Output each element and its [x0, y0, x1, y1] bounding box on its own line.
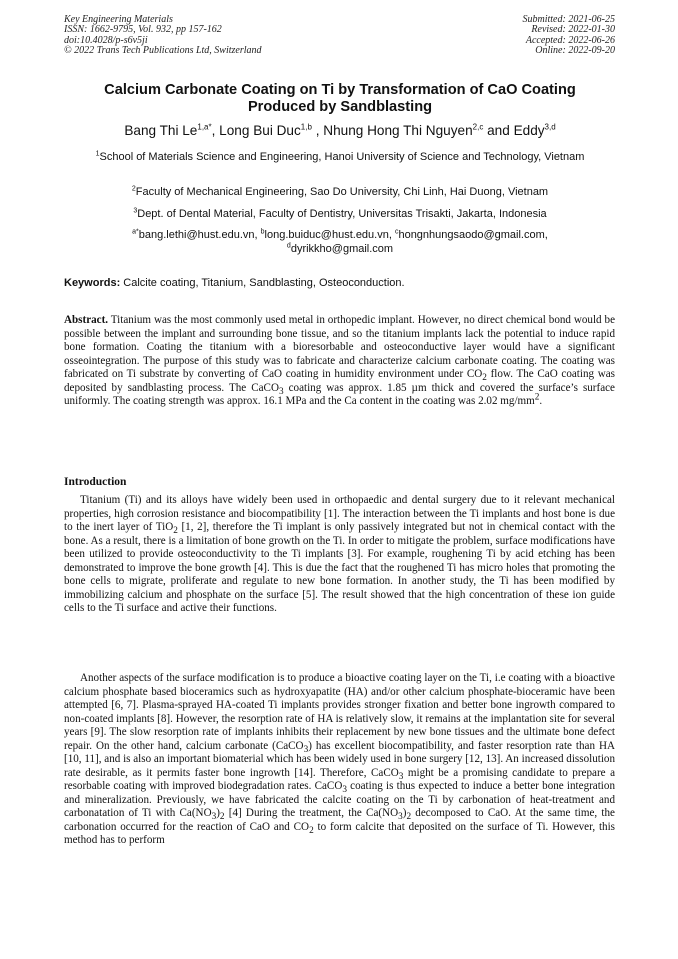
paragraph-text: coating is thus expected to induce a better bone integration and mineralization. Previously, we have fabricated the calcite coating on the Ti by carbonation of heat-treatment and carbonatation of Ti with Ca(NO [64, 780, 615, 819]
paragraph-text: ) [402, 807, 407, 819]
journal-name: Key Engineering Materials [64, 14, 173, 25]
subscript: 3 [342, 785, 347, 796]
paragraph-text: might be a promising candidate to prepare a resorbable coating with improved biodegradation rates. CaCO [64, 766, 615, 792]
copyright: © 2022 Trans Tech Publications Ltd, Switzerland [64, 45, 262, 57]
paragraph-text: to form calcite that deposited on the surface of Ti. However, this method has to perform [64, 820, 615, 846]
dates-header [523, 15, 616, 57]
affiliation-3 [64, 207, 616, 221]
keywords-label: Keywords: [64, 277, 121, 289]
email-mark: d [286, 242, 291, 250]
subscript: 3 [303, 744, 309, 755]
submitted-date: Submitted: 2021-06-25 [522, 14, 615, 25]
abstract [64, 314, 615, 409]
accepted-date: Accepted: 2022-06-26 [525, 34, 615, 46]
abstract-text: . [539, 395, 543, 408]
paragraph-text: ) has excellent biocompatibility, and faster resorption rate than HA [10, 11], and is also an important biomaterial which has been widely used in bone surgery [12, 13]. An increased dissolution rate desirable, as it permits faster bone ingrowth [14]. Therefore, CaCO [64, 739, 616, 779]
email-mark: b [260, 228, 265, 236]
author-affil-mark: 1,a* [197, 122, 212, 132]
author-name: Bang Thi Le [124, 123, 198, 138]
abstract-text: flow. The CaO coating was deposited by sandblasting process. The CaCO [64, 368, 615, 394]
section-heading-introduction: Introduction [64, 476, 127, 488]
author-affil-mark: 3,d [544, 122, 556, 132]
issn: ISSN: 1662-9795, Vol. 932, pp 157-162 [64, 24, 222, 36]
journal-header [64, 15, 262, 57]
intro-paragraph-2 [64, 672, 615, 848]
paragraph-text: [4] During the treatment, the Ca(NO [224, 807, 399, 819]
title-line-1: Calcium Carbonate Coating on Ti by Transformation of CaO Coating [104, 82, 576, 98]
intro-paragraph-1 [64, 494, 615, 616]
subscript: 2 [173, 526, 178, 537]
abstract-text: coating was approx. 1.85 µm thick and covered the surface’s surface uniformly. The coating strength was approx. 16.1 MPa and the Ca content in the coating was 2.02 mg/mm [64, 381, 615, 408]
affiliation-text: School of Materials Science and Engineering, Hanoi University of Science and Technology, Vietnam [99, 151, 585, 163]
subscript: 3 [398, 812, 403, 823]
paragraph-text: Titanium (Ti) and its alloys have widely been used in orthopaedic and dental surgery due to it relevant mechanical properties, high corrosion resistance and biocompatibility [1]. The interaction between the Ti implants and host bone is due to the inert layer of TiO [64, 494, 615, 533]
email-address[interactable]: long.buiduc@hust.edu.vn, [264, 229, 395, 241]
revised-date: Revised: 2022-01-30 [531, 24, 615, 36]
subscript: 2 [219, 812, 225, 823]
author-name: Nhung Hong Thi Nguyen [323, 123, 473, 138]
paragraph-text: decomposed to CaO. At the same time, the carbonation occurred for the reaction of CaO and CO [64, 807, 615, 833]
author-name: Long Bui Duc [219, 123, 301, 138]
paragraph-text: ) [216, 807, 220, 819]
author-affil-mark: 2,c [472, 122, 484, 132]
paper-title [60, 82, 620, 116]
email-mark: c [394, 228, 399, 236]
subscript: 3 [211, 812, 217, 823]
author-separator: , [311, 123, 324, 138]
affiliation-number: 2 [131, 185, 136, 193]
paragraph-text: [1, 2], therefore the Ti implant is only passively integrated but not in chemical contact with the bone. As a result, there is a limitation of bone growth on the Ti. In order to mitigate the problem, surface modifications have been utilized to provide osteoconductivity to the Ti implants [3]. For example, roughening Ti by acid etching has been demonstrated to improve the bone growth [4]. This is due the fact that the roughened Ti has micro holes that promoting the bone cells to migrate, proliferate and regulate to new bone formation. In another study, the Ti has been modified by immobilizing calcium and phosphate on the surface [5]. The result showed that the high concentration of these ion guide cells to the Ti surface and active their functions. [64, 521, 615, 614]
author-affil-mark: 1,b [300, 122, 312, 132]
subscript: 2 [406, 812, 412, 823]
superscript: 2 [534, 392, 540, 403]
email-address[interactable]: bang.lethi@hust.edu.vn, [138, 229, 261, 241]
author-name: Eddy [513, 123, 545, 138]
affiliation-text: Dept. of Dental Material, Faculty of Dentistry, Universitas Trisakti, Jakarta, Indonesia [137, 208, 547, 220]
online-date: Online: 2022-09-20 [535, 45, 615, 57]
affiliation-text: Faculty of Mechanical Engineering, Sao Do University, Chi Linh, Hai Duong, Vietnam [135, 186, 549, 198]
keywords [64, 277, 405, 289]
title-line-2: Produced by Sandblasting [247, 99, 433, 115]
affiliation-1 [64, 150, 616, 164]
email-mark: a* [132, 228, 139, 236]
paragraph-text: Another aspects of the surface modification is to produce a bioactive coating layer on the Ti, i.e coating with a bioactive calcium phosphate based bioceramics such as hydroxyapatite (HA) and/or other calcium phosphate-bioceramic have been attempted [6, 7]. Plasma-sprayed HA-coated Ti implants provides stronger fixation and better bone ingrowth compared to non-coated implants [8]. However, the resorption rate of HA is relatively slow, it remains at the implantation site for several years [9]. The slow resorption rate of implants inhibits their replacement by new bone tissues and the ultimate bone defect repair. On the other hand, calcium carbonate (CaCO [64, 672, 615, 752]
affiliation-number: 3 [133, 207, 138, 215]
author-list [40, 123, 640, 138]
affiliation-2 [64, 185, 616, 199]
email-address[interactable]: hongnhungsaodo@gmail.com, [398, 229, 548, 241]
author-emails [64, 228, 616, 256]
subscript: 2 [482, 373, 487, 384]
abstract-text: Titanium was the most commonly used metal in orthopedic implant. However, no direct chemical bond would be possible between the implant and surrounding bone tissue, and so the titanium implants lack the potential to induce rapid bone formation. Coating the titanium with a bioresorbable and osteoconductive layer would have a significant osseointegration. The purpose of this study was to fabricate and characterize calcium carbonate coating. The coating was fabricated on Ti substrate by converting of CaO coating in humidity environment under CO [64, 314, 615, 381]
subscript: 2 [309, 825, 314, 836]
subscript: 3 [398, 771, 404, 782]
keywords-text: Calcite coating, Titanium, Sandblasting, Osteoconduction. [120, 277, 405, 289]
author-separator: and [483, 123, 514, 138]
subscript: 3 [278, 386, 284, 397]
doi: doi:10.4028/p-s6v5ji [64, 34, 148, 46]
email-address[interactable]: dyrikkho@gmail.com [290, 243, 394, 255]
author-separator: , [211, 123, 220, 138]
abstract-label: Abstract. [64, 314, 109, 326]
affiliation-number: 1 [95, 150, 100, 158]
